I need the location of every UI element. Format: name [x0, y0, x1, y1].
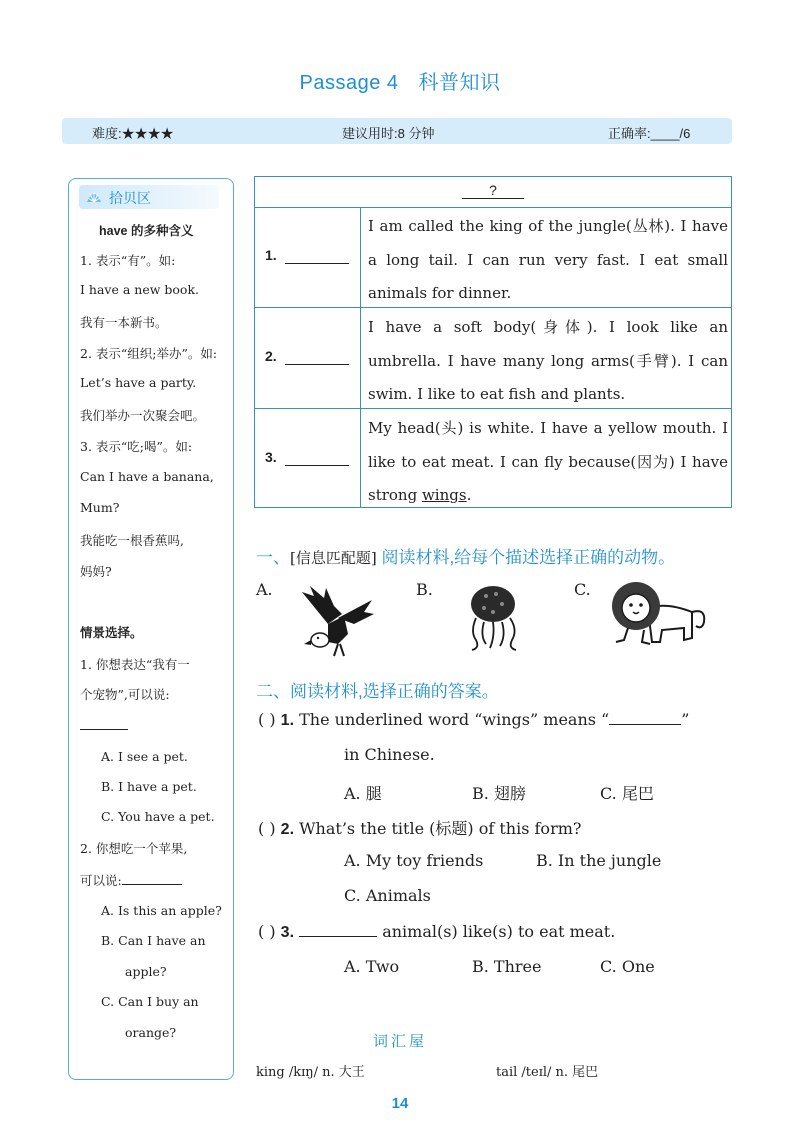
shell-icon	[85, 188, 103, 206]
page-number: 14	[391, 1095, 409, 1112]
table-row	[255, 308, 731, 409]
answer-paren[interactable]: ( )	[258, 819, 276, 838]
vocab-entry: tail /teɪl/ n. 尾巴	[496, 1065, 599, 1080]
scene-option: C. Can I buy an	[101, 994, 199, 1009]
question-type-tag: [信息匹配题]	[290, 549, 377, 567]
option[interactable]: A. My toy friends	[344, 851, 484, 870]
underlined-word: wings	[421, 486, 467, 504]
question-1: ( ) 1. The underlined word “wings” means “ ”	[258, 710, 690, 729]
scene-q1: 1. 你想表达“我有一	[80, 657, 190, 672]
scene-option: apple?	[125, 964, 167, 979]
answer-paren[interactable]: ( )	[258, 922, 276, 941]
table-row	[255, 409, 731, 507]
page-title	[0, 66, 800, 95]
scene-option: A. Is this an apple?	[101, 903, 222, 918]
option[interactable]: A. 腿	[344, 784, 382, 803]
animal-description-table	[254, 176, 732, 508]
sidebar-line: 3. 表示“吃;喝”。如:	[80, 439, 193, 454]
row-number: 3.	[265, 449, 277, 465]
section-1-heading: 一、[信息匹配题] 阅读材料,给每个描述选择正确的动物。	[256, 548, 676, 567]
sidebar-line: 1. 表示“有”。如:	[80, 253, 176, 268]
scene-option: C. You have a pet.	[101, 809, 215, 824]
scene-q2	[80, 871, 182, 889]
sidebar-line: Mum?	[80, 500, 120, 515]
lion-icon	[606, 578, 710, 658]
answer-blank[interactable]	[122, 872, 182, 885]
row-description: My head(头) is white. I have a yellow mouth. I like to eat meat. I can fly because(因为) I have strong wings.	[368, 419, 728, 504]
sidebar-line: Let’s have a party.	[80, 375, 197, 390]
scene-option: orange?	[125, 1025, 177, 1040]
row-number: 1.	[265, 247, 277, 263]
info-bar	[62, 118, 732, 144]
sidebar-line: 妈妈?	[80, 564, 112, 579]
accuracy: 正确率:____/6	[608, 126, 691, 141]
scene-q1: 个宠物”,可以说:	[80, 687, 170, 702]
question-2: ( ) 2. What’s the title (标题) of this form?	[258, 819, 582, 838]
option[interactable]: C. 尾巴	[600, 784, 654, 803]
passage-label: Passage 4	[299, 72, 399, 94]
question-3: ( ) 3. animal(s) like(s) to eat meat.	[258, 922, 616, 941]
option[interactable]: B. Three	[472, 957, 542, 976]
sidebar-title: 拾贝区	[109, 190, 151, 206]
eagle-icon	[298, 584, 376, 660]
option[interactable]: B. In the jungle	[536, 851, 662, 870]
row-description: I am called the king of the jungle(丛林). I have a long tail. I can run very fast. I eat small animals for dinner.	[368, 217, 728, 302]
answer-blank[interactable]	[80, 717, 128, 733]
difficulty: 难度:★★★★	[92, 126, 174, 141]
sidebar-line: 我有一本新书。	[80, 315, 168, 330]
option[interactable]: B. 翅膀	[472, 784, 526, 803]
choice-label: C.	[574, 580, 591, 599]
answer-paren[interactable]: ( )	[258, 710, 276, 729]
scene-option: B. Can I have an	[101, 933, 206, 948]
sidebar-line: 2. 表示“组织;举办”。如:	[80, 346, 218, 361]
vocab-entry: king /kɪŋ/ n. 大王	[256, 1065, 365, 1080]
answer-blank[interactable]	[285, 465, 349, 466]
sidebar-tips	[68, 178, 234, 1080]
table-row	[255, 207, 731, 308]
sidebar-line: 我能吃一根香蕉吗,	[80, 533, 184, 548]
vocab-title: 词汇屋	[372, 1033, 427, 1050]
suggested-time: 建议用时:8 分钟	[342, 126, 435, 141]
scene-q2-text: 可以说:	[80, 873, 122, 888]
option[interactable]: A. Two	[344, 957, 400, 976]
table-title: ?	[255, 177, 731, 208]
sidebar-line: 我们举办一次聚会吧。	[80, 408, 206, 423]
option[interactable]: C. Animals	[344, 886, 431, 905]
option[interactable]: C. One	[600, 957, 655, 976]
jellyfish-icon	[462, 582, 524, 652]
choice-label: A.	[256, 580, 273, 599]
scene-title: 情景选择。	[80, 626, 143, 640]
answer-blank[interactable]	[299, 924, 377, 937]
scene-option: B. I have a pet.	[101, 779, 197, 794]
answer-blank[interactable]	[609, 712, 681, 725]
answer-blank[interactable]	[285, 364, 349, 365]
sidebar-line: Can I have a banana,	[80, 469, 214, 484]
passage-topic: 科普知识	[418, 72, 501, 94]
sidebar-subtitle: have 的多种含义	[99, 224, 194, 238]
scene-q2: 2. 你想吃一个苹果,	[80, 841, 188, 856]
scene-option: A. I see a pet.	[101, 749, 188, 764]
sidebar-header	[79, 185, 219, 209]
answer-blank[interactable]	[285, 263, 349, 264]
choice-label: B.	[416, 580, 433, 599]
sidebar-line: I have a new book.	[80, 282, 199, 297]
section-2-heading: 二、阅读材料,选择正确的答案。	[256, 682, 499, 701]
question-1-cont: in Chinese.	[344, 745, 435, 764]
row-description: I have a soft body(身体). I look like an umbrella. I have many long arms(手臂). I can swim. I like to eat fish and plants.	[368, 318, 728, 403]
row-number: 2.	[265, 348, 277, 364]
